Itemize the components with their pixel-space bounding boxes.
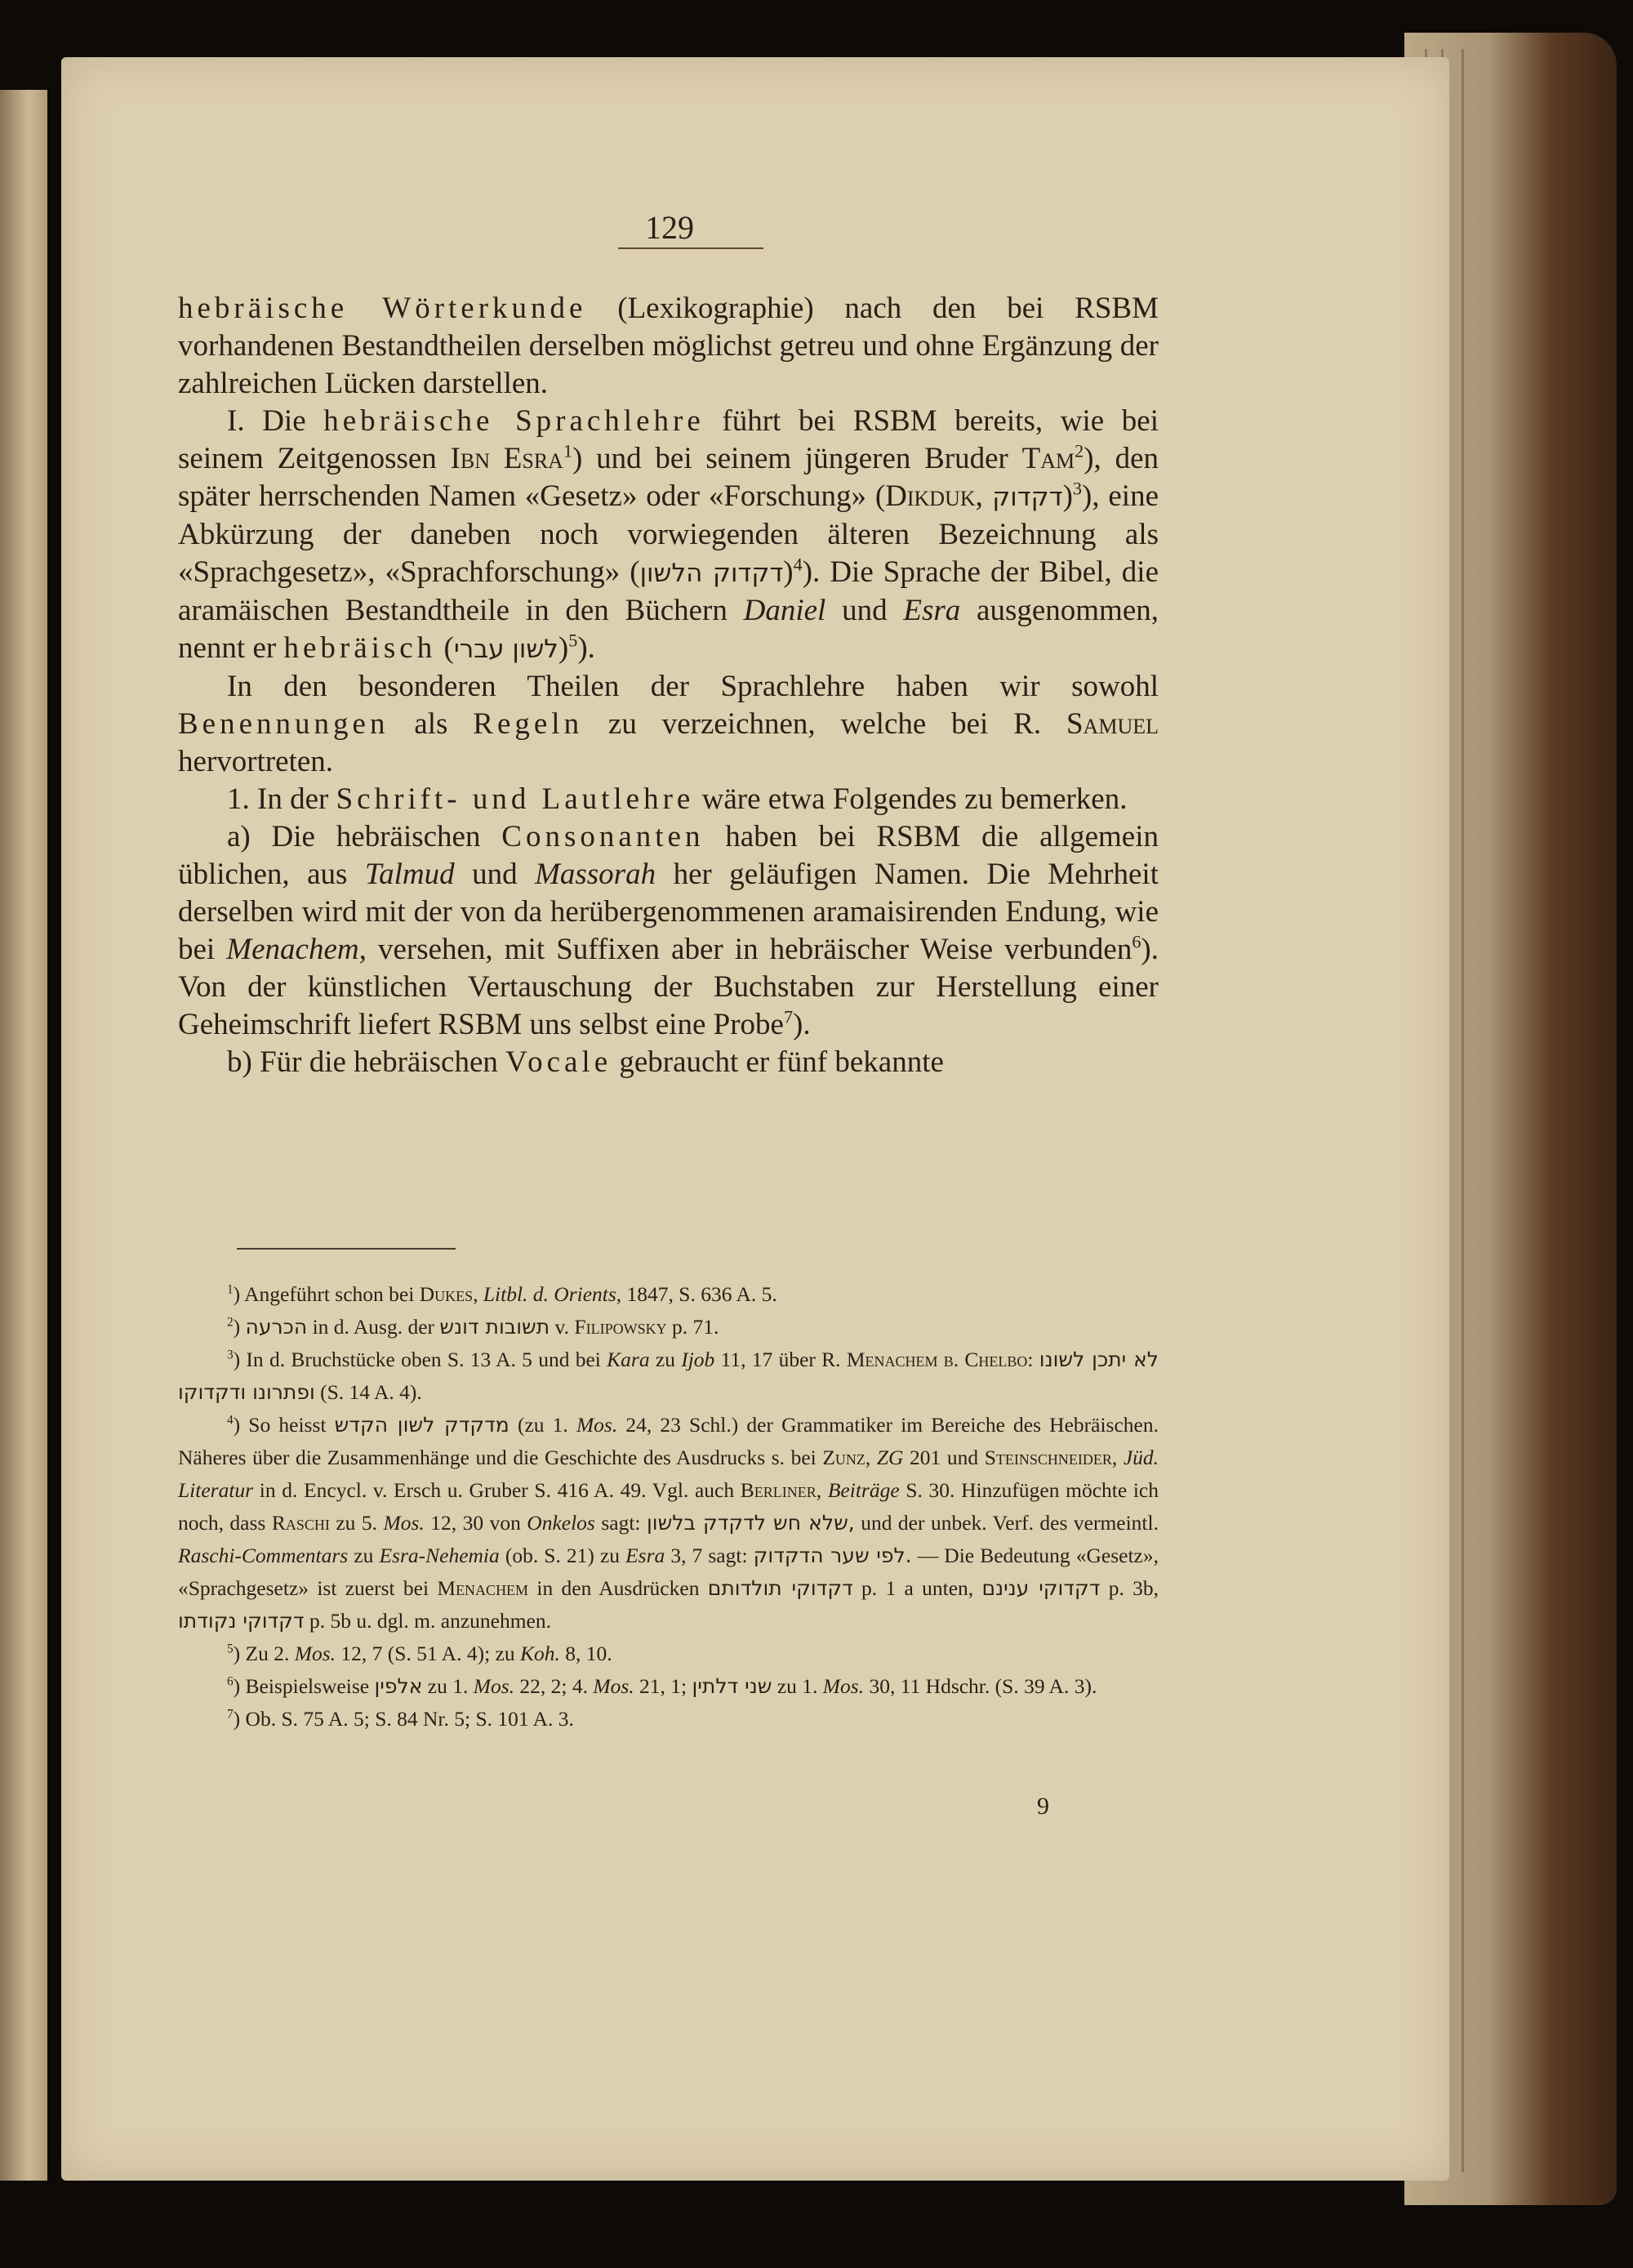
footnote: $^3$) In d. Bruchstücke oben S. 13 A. 5 und bei Kara zu Ijob 11, 17 über R. Menachem b. Chelbo: לא יתכן לשונו ופתרונו ודקדוקו (S. 14 A. 4).	[178, 1348, 1159, 1404]
left-page-edge	[0, 90, 47, 2181]
footnote: $^7$) Ob. S. 75 A. 5; S. 84 Nr. 5; S. 101 A. 3.	[227, 1707, 574, 1731]
header-rule	[618, 247, 763, 249]
signature-mark: 9	[1037, 1793, 1049, 1820]
paragraph: b) Für die hebräischen Vocale gebraucht er fünf bekannte	[227, 1045, 944, 1079]
footnote: $^4$) So heisst מדקדק לשון הקדש (zu 1. Mos. 24, 23 Schl.) der Grammatiker im Bereiche des Hebräischen. Näheres über die Zusammenhänge und die Geschichte des Ausdrucks s. bei Zunz, ZG 201 und Steinschneider, Jüd. Literatur in d. Encycl. v. Ersch u. Gruber S. 416 A. 49. Vgl. auch Berliner, Beiträge S. 30. Hinzufügen möchte ich noch, dass Raschi zu 5. Mos. 12, 30 von Onkelos sagt: שלא חש לדקדק בלשון, und der unbek. Verf. des vermeintl. Raschi-Commentars zu Esra-Nehemia (ob. S. 21) zu Esra 3, 7 sagt: לפי שער הדקדוק. — Die Bedeutung «Gesetz», «Sprachgesetz» ist zuerst bei Menachem in den Ausdrücken דקדוקי תולדותם p. 1 a unten, דקדוקי ענינם p. 3b, דקדוקי נקודתו p. 5b u. dgl. m. anzunehmen.	[178, 1413, 1159, 1633]
footnote: $^2$) הכרעה in d. Ausg. der תשובות דונש v. Filipowsky p. 71.	[227, 1315, 719, 1339]
footnote-rule	[237, 1248, 456, 1250]
footnote: $^5$) Zu 2. Mos. 12, 7 (S. 51 A. 4); zu Koh. 8, 10.	[227, 1642, 612, 1665]
footnote: $^1$) Angeführt schon bei Dukes, Litbl. d. Orients, 1847, S. 636 A. 5.	[227, 1282, 777, 1306]
paragraph: a) Die hebräischen Consonanten haben bei RSBM die allgemein üblichen, aus Talmud und Massorah her geläufigen Namen. Die Mehrheit derselben wird mit der von da herübergenommenen aramaisirenden Endung, wie bei Menachem, versehen, mit Suffixen aber in hebräischer Weise verbunden$^6$). Von der künstlichen Vertauschung der Buchstaben zur Herstellung einer Geheimschrift liefert RSBM uns selbst eine Probe$^7$).	[178, 820, 1159, 1041]
footnotes	[178, 1278, 1159, 1736]
page-edge-line	[1462, 49, 1464, 2172]
paragraph: I. Die hebräische Sprachlehre führt bei RSBM bereits, wie bei seinem Zeitgenossen Ibn Esra$^1$) und bei seinem jüngeren Bruder Tam$^2$), den später herrschenden Namen «Gesetz» oder «Forschung» (Dikduk, דקדוק)$^3$), eine Abkürzung der daneben noch vorwiegenden älteren Bezeichnung als «Sprachgesetz», «Sprachforschung» (דקדוק הלשון)$^4$). Die Sprache der Bibel, die aramäischen Bestandtheile in den Büchern Daniel und Esra ausgenommen, nennt er hebräisch (לשון עברי)$^5$).	[178, 404, 1159, 665]
main-text	[178, 290, 1159, 1081]
paragraph: In den besonderen Theilen der Sprachlehre haben wir sowohl Benennungen als Regeln zu verzeichnen, welche bei R. Samuel hervortreten.	[178, 670, 1159, 778]
paragraph: 1. In der Schrift- und Lautlehre wäre etwa Folgendes zu bemerken.	[227, 782, 1128, 816]
footnote: $^6$) Beispielsweise אלפין zu 1. Mos. 22, 2; 4. Mos. 21, 1; שני דלתין zu 1. Mos. 30, 11 Hdschr. (S. 39 A. 3).	[227, 1674, 1097, 1698]
paragraph: hebräische Wörterkunde (Lexikographie) nach den bei RSBM vorhandenen Bestandtheilen derselben möglichst getreu und ohne Ergänzung der zahlreichen Lücken darstellen.	[178, 292, 1159, 400]
page-number: 129	[645, 209, 694, 246]
